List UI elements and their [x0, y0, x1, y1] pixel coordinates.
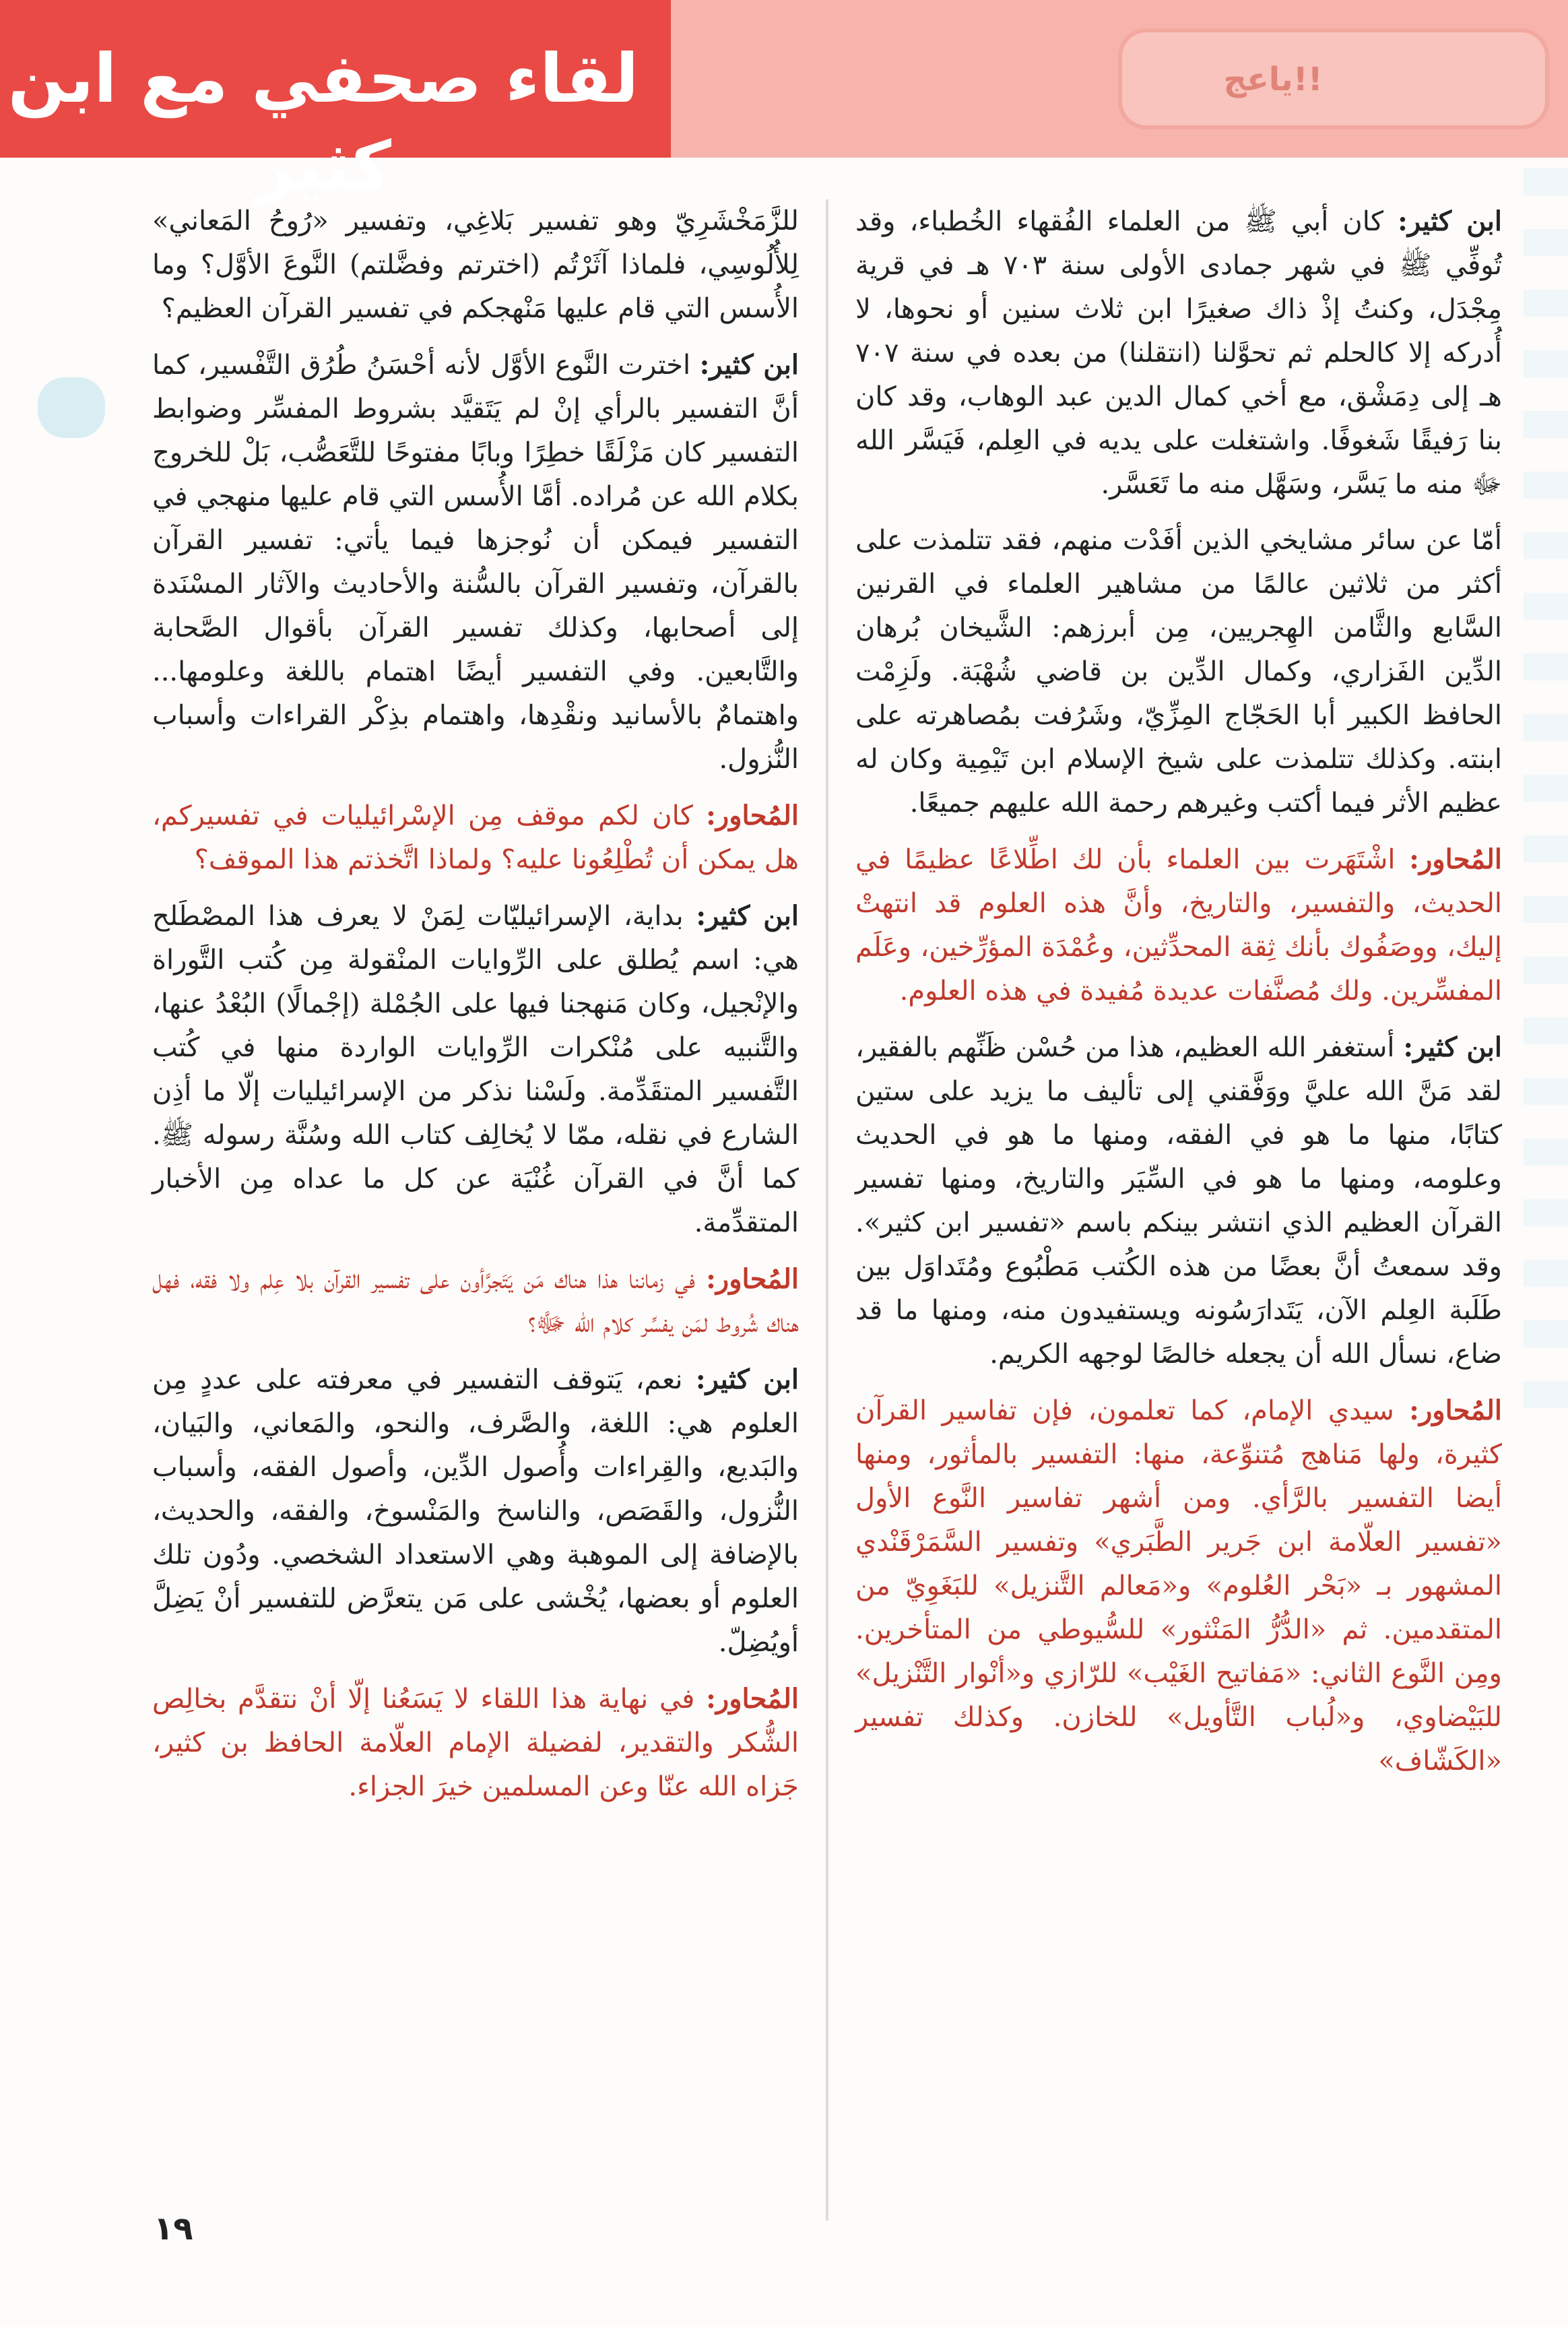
speaker-label: ابن كثير:	[696, 900, 799, 932]
interviewer-paragraph	[855, 837, 1502, 1013]
paragraph-text: اخترت النَّوع الأوَّل لأنه أحْسَنُ طُرُق التَّفْسير، كما أنَّ التفسير بالرأي إنْ لم يَتَقيَّد بشروط المفسِّر وضوابط التفسير كان مَزْلَقًا خطِرًا وبابًا مفتوحًا للتَّعَصُّب، بَلْ للخروج بكلام الله عن مُراده. أمَّا الأُسس التي قام عليها منهجي في التفسير فيمكن أن نُوجزها فيما يأتي: تفسير القرآن بالقرآن، وتفسير القرآن بالسُّنة والأحاديث والآثار المسْنَدة إلى أصحابها، وكذلك تفسير القرآن بأقوال الصَّحابة والتَّابعين. وفي التفسير أيضًا اهتمام باللغة وعلومها... واهتمامٌ بالأسانيد ونقْدِها، واهتمام بذِكْر القراءات وأسباب النُّزول.	[152, 350, 799, 775]
paragraph-text: كان أبي ﷺ من العلماء الفُقهاء الخُطباء، وقد تُوفِّي ﷺ في شهر جمادى الأولى سنة ٧٠٣ هـ في قرية مِجْدَل، وكنتُ إذْ ذاك صغيرًا ابن ثلاث سنين أو نحوها، لا أُدركه إلا كالحلم ثم تحوَّلنا (انتقلنا) من بعده في سنة ٧٠٧ هـ إلى دِمَشْق، مع أخي كمال الدين عبد الوهاب، وقد كان بنا رَفيقًا شَغوفًا. واشتغلت على يديه في العِلم، فَيَسَّر الله ﷻ منه ما يَسَّر، وسَهَّل منه ما تَعَسَّر.	[855, 206, 1503, 500]
speaker-label: المُحاور:	[706, 800, 799, 831]
speaker-label: المُحاور:	[1409, 1395, 1503, 1426]
article-column-right	[855, 199, 1502, 1795]
paragraph-text: كان لكم موقف مِن الإسْرائيليات في تفسيركم، هل يمكن أن تُطْلِعُونا عليه؟ ولماذا اتَّخذتم هذا الموقف؟	[152, 800, 799, 875]
answer-paragraph	[855, 199, 1502, 507]
paragraph-text: بداية، الإسرائيليّات لِمَنْ لا يعرف هذا المصْطَلح هي: اسم يُطلق على الرِّوايات المنْقولة مِن كُتب التَّوراة والإنْجيل، وكان مَنهجنا فيها على الجُمْلة (إجْمالًا) البُعْدُ عنها، والتَّنبيه على مُنْكرات الرِّوايات الواردة منها في كُتب التَّفسير المتقَدِّمة. ولَسْنا نذكر من الإسرائيليات إلّا ما أذِن الشارع في نقله، ممّا لا يُخالِف كتاب الله وسُنَّة رسوله ﷺ. كما أنَّ في القرآن غُنْيَة عن كل ما عداه مِن الأخبار المتقدِّمة.	[152, 901, 799, 1238]
speaker-label: ابن كثير:	[695, 1364, 799, 1395]
paragraph-text: أمّا عن سائر مشايخي الذين أفَدْت منهم، فقد تتلمذت على أكثر من ثلاثين عالمًا من مشاهير العلماء في القرنين السَّابع والثَّامن الهِجريين، مِن أبرزهم: الشَّيخان بُرهان الدِّين الفَزاري، وكمال الدِّين بن قاضي شُهْبَة. ولَزِمْت الحافظ الكبير أبا الحَجّاج المِزِّيّ، وشَرُفت بمُصاهرته على ابنته. وكذلك تتلمذت على شيخ الإسلام ابن تَيْمِية وكان له عظيم الأثر فيما أكتب وغيرهم رحمة الله عليهم جميعًا.	[855, 525, 1502, 819]
paragraph-text: اشْتَهَرت بين العلماء بأن لك اطِّلاعًا عظيمًا في الحديث، والتفسير، والتاريخ، وأنَّ هذه العلوم قد انتهتْ إليك، ووصَفُوك بأنك ثِقة المحدِّثين، وعُمْدَة المؤرِّخين، وعَلَم المفسِّرين. ولك مُصنَّفات عديدة مُفيدة في هذه العلوم.	[855, 844, 1502, 1007]
speaker-label: المُحاور:	[706, 1683, 799, 1715]
column-divider	[826, 199, 828, 2221]
interviewer-paragraph	[152, 1257, 799, 1345]
paragraph-text: سيدي الإمام، كما تعلمون، فإن تفاسير القرآن كثيرة، ولها مَناهج مُتنوِّعة، منها: التفسير بالمأثور، ومنها أيضا التفسير بالرَّأي. ومن أشهر تفاسير النَّوع الأول «تفسير العلّامة ابن جَرير الطَّبَري» وتفسير السَّمَرْقَنْدي المشهور بـ «بَحْر العُلوم» و«مَعالم التَّنزيل» للبَغَوِيّ من المتقدمين. ثم «الدُّرُّ المَنْثور» للسُّيوطي من المتأخرين. ومِن النَّوع الثاني: «مَفاتيح الغَيْب» للرّازي و«أنْوار التَّنْزيل» للبَيْضاوي، و«لُباب التَّأويل» للخازن. وكذلك تفسير «الكَشّاف»	[855, 1395, 1502, 1777]
page-title: لقاء صحفي مع ابن كثير	[7, 39, 639, 205]
speaker-label: المُحاور:	[706, 1263, 799, 1295]
answer-paragraph	[152, 894, 799, 1245]
margin-decoration	[1524, 168, 1568, 1415]
interviewer-paragraph	[152, 1677, 799, 1809]
interviewer-paragraph	[152, 199, 799, 331]
paragraph-text: للزَّمَخْشَرِيّ وهو تفسير بَلاغِي، وتفسير «رُوحُ المَعاني» لِلأُلُوسِي، فلماذا آثَرْتُم (اخترتم وفضَّلتم) النَّوعَ الأوَّل؟ وما الأُسس التي قام عليها مَنْهجكم في تفسير القرآن العظيم؟	[152, 205, 799, 324]
paragraph-text: نعم، يَتوقف التفسير في معرفته على عددٍ مِن العلوم هي: اللغة، والصَّرف، والنحو، والمَعاني، والبَيان، والبَديع، والقِراءات وأُصول الدِّين، وأصول الفقه، وأسباب النُّزول، والقَصَص، والناسخ والمَنْسوخ، والفقه، والحديث، بالإضافة إلى الموهبة وهي الاستعداد الشخصي. ودُون تلك العلوم أو بعضها، يُخْشى على مَن يتعرَّض للتفسير أنْ يَضِلَّ أويُضِلّ.	[152, 1364, 799, 1658]
speaker-label: المُحاور:	[1409, 843, 1503, 875]
answer-paragraph	[152, 1358, 799, 1665]
speech-bubble-icon	[38, 377, 105, 438]
article-column-left	[152, 199, 799, 1821]
header-badge-label: !!ياعج	[1223, 61, 1323, 98]
speaker-label: ابن كثير:	[699, 349, 799, 381]
answer-paragraph	[855, 519, 1502, 825]
speaker-label: ابن كثير:	[1398, 205, 1503, 237]
page-number: ١٩	[154, 2210, 193, 2248]
answer-paragraph	[855, 1025, 1502, 1376]
paragraph-text: في نهاية هذا اللقاء لا يَسَعُنا إلّا أنْ نتقدَّم بخالِص الشُّكر والتقدير، لفضيلة الإمام العلّامة الحافظ بن كثير، جَزاه الله عنّا وعن المسلمين خيرَ الجزاء.	[152, 1684, 799, 1802]
interviewer-paragraph	[152, 794, 799, 882]
paragraph-text: أستغفر الله العظيم، هذا من حُسْن ظَنِّهم بالفقير، لقد مَنَّ الله عليَّ ووَفَّقني إلى تأليف ما يزيد على ستين كتابًا، منها ما هو في الفقه، ومنها ما هو في الحديث وعلومه، ومنها ما هو في السِّيَر والتاريخ، ومنها تفسير القرآن العظيم الذي انتشر بينكم باسم «تفسير ابن كثير». وقد سمعتُ أنَّ بعضًا من هذه الكُتب مَطْبُوع ومُتَداوَل بين طَلَبة العِلم الآن، يَتَدارَسُونه ويستفيدون منه، ومنها ما قد ضاع، نسأل الله أن يجعله خالصًا لوجهه الكريم.	[855, 1032, 1502, 1370]
interviewer-paragraph	[855, 1389, 1502, 1783]
speaker-label: ابن كثير:	[1403, 1031, 1503, 1063]
answer-paragraph	[152, 343, 799, 782]
paragraph-text: في زماننا هذا هناك مَن يَتَجرَّأون على تفسير القرآن بلا عِلم ولا فقه، فهل هناك شُروط لمَن يفسِّر كلام الله ﷻ؟	[152, 1264, 799, 1339]
